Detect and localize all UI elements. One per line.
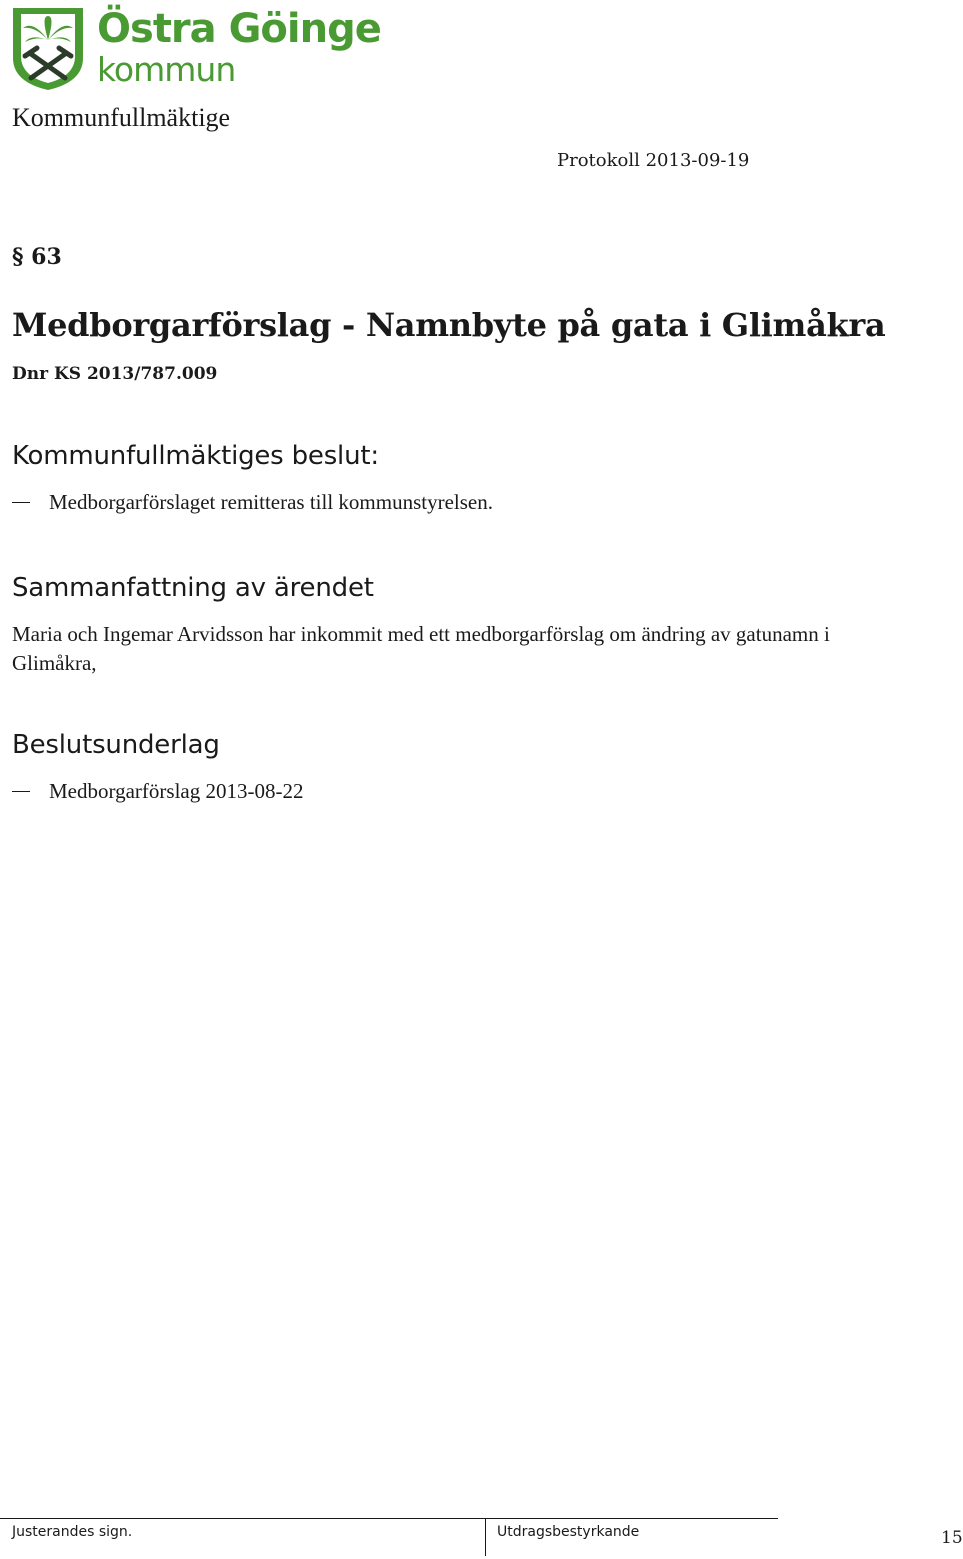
basis-item (12, 779, 412, 807)
decision-heading: Kommunfullmäktiges beslut: (12, 441, 379, 471)
case-number: Dnr KS 2013/787.009 (12, 364, 218, 384)
signature-label: Justerandes sign. (12, 1524, 133, 1540)
page-title: Medborgarförslag - Namnbyte på gata i Glimåkra (12, 306, 886, 344)
municipality-logo (11, 6, 381, 92)
basis-heading: Beslutsunderlag (12, 730, 220, 760)
dash-bullet-icon (12, 502, 30, 503)
summary-text: Maria och Ingemar Arvidsson har inkommit med ett medborgarförslag om ändring av gatunamn i Glimåkra, (12, 622, 830, 675)
paragraph-number: § 63 (12, 244, 62, 270)
page-number: 15 (941, 1528, 963, 1548)
footer-rule (0, 1518, 778, 1519)
assembly-name: Kommunfullmäktige (12, 103, 231, 132)
summary-heading: Sammanfattning av ärendet (12, 573, 374, 603)
footer-divider (485, 1518, 486, 1556)
logo-subtitle: kommun (97, 50, 236, 89)
basis-item-text: Medborgarförslag 2013-08-22 (49, 779, 304, 803)
dash-bullet-icon (12, 791, 30, 792)
extract-certification-label: Utdragsbestyrkande (497, 1524, 640, 1540)
decision-item-text: Medborgarförslaget remitteras till kommunstyrelsen. (49, 490, 494, 514)
protocol-date: Protokoll 2013-09-19 (557, 150, 750, 171)
coat-of-arms-icon (11, 6, 85, 92)
decision-item (12, 490, 612, 518)
logo-wordmark: Östra Göinge (97, 6, 381, 52)
